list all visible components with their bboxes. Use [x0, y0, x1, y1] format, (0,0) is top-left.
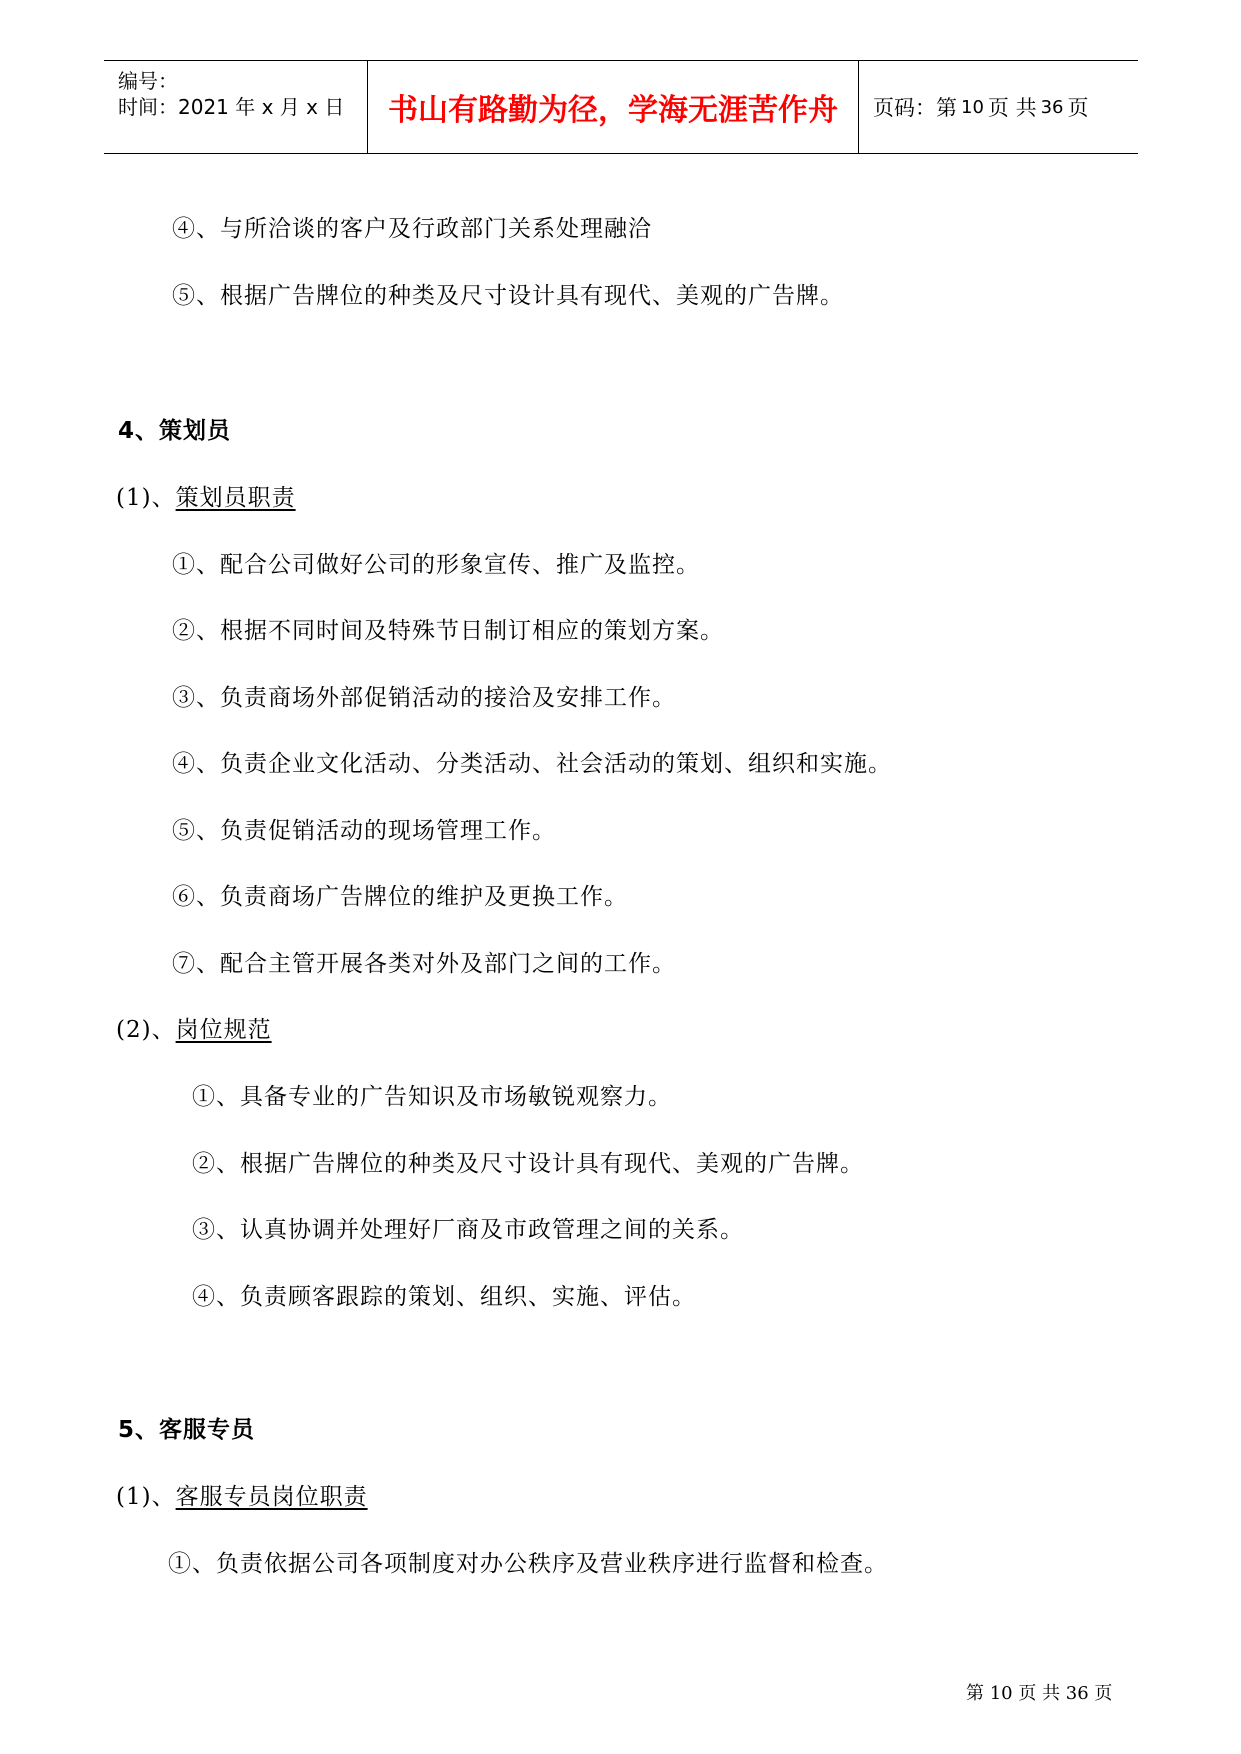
subsection-number: (1)、 [116, 485, 176, 511]
subsection-title: 客服专员岗位职责 [175, 1484, 368, 1510]
time-label: 时间：2021 年 x 月 x 日 [118, 95, 345, 119]
page-current: 10 [961, 96, 984, 118]
header-left-cell [104, 61, 368, 153]
body-line: ③、负责商场外部促销活动的接洽及安排工作。 [172, 685, 676, 711]
subsection-number: (2)、 [116, 1017, 176, 1043]
page-footer: 第 10 页 共 36 页 [966, 1683, 1113, 1704]
page-label-prefix: 页码：第 [873, 96, 957, 120]
body-line: ①、具备专业的广告知识及市场敏锐观察力。 [192, 1084, 672, 1110]
body-line: ②、根据不同时间及特殊节日制订相应的策划方案。 [172, 618, 724, 644]
subsection-heading [116, 1011, 272, 1044]
subsection-heading [116, 479, 296, 512]
page-label-mid: 页 共 [987, 96, 1037, 120]
body-line: ②、根据广告牌位的种类及尺寸设计具有现代、美观的广告牌。 [192, 1151, 864, 1177]
page-total: 36 [1040, 96, 1064, 118]
subsection-heading [116, 1478, 368, 1511]
body-line: ③、认真协调并处理好厂商及市政管理之间的关系。 [192, 1217, 744, 1243]
header-motto: 书山有路勤为径，学海无涯苦作舟 [368, 61, 859, 153]
subsection-title: 岗位规范 [175, 1017, 272, 1043]
body-line: ④、负责企业文化活动、分类活动、社会活动的策划、组织和实施。 [172, 751, 892, 777]
body-line: ④、负责顾客跟踪的策划、组织、实施、评估。 [192, 1284, 696, 1310]
body-line: ④、与所洽谈的客户及行政部门关系处理融洽 [172, 216, 652, 242]
body-line: ⑤、根据广告牌位的种类及尺寸设计具有现代、美观的广告牌。 [172, 283, 844, 309]
header-page-info [859, 61, 1138, 153]
subsection-title: 策划员职责 [175, 485, 296, 511]
section-heading: 4、策划员 [118, 418, 232, 444]
body-line: ⑦、配合主管开展各类对外及部门之间的工作。 [172, 951, 676, 977]
page-header [104, 60, 1138, 154]
body-line: ①、配合公司做好公司的形象宣传、推广及监控。 [172, 552, 700, 578]
section-heading: 5、客服专员 [118, 1417, 256, 1443]
body-line: ①、负责依据公司各项制度对办公秩序及营业秩序进行监督和检查。 [168, 1551, 888, 1577]
serial-label: 编号： [118, 69, 178, 93]
subsection-number: (1)、 [116, 1484, 176, 1510]
body-line: ⑥、负责商场广告牌位的维护及更换工作。 [172, 884, 628, 910]
page-label-suffix: 页 [1067, 96, 1089, 120]
body-line: ⑤、负责促销活动的现场管理工作。 [172, 818, 556, 844]
